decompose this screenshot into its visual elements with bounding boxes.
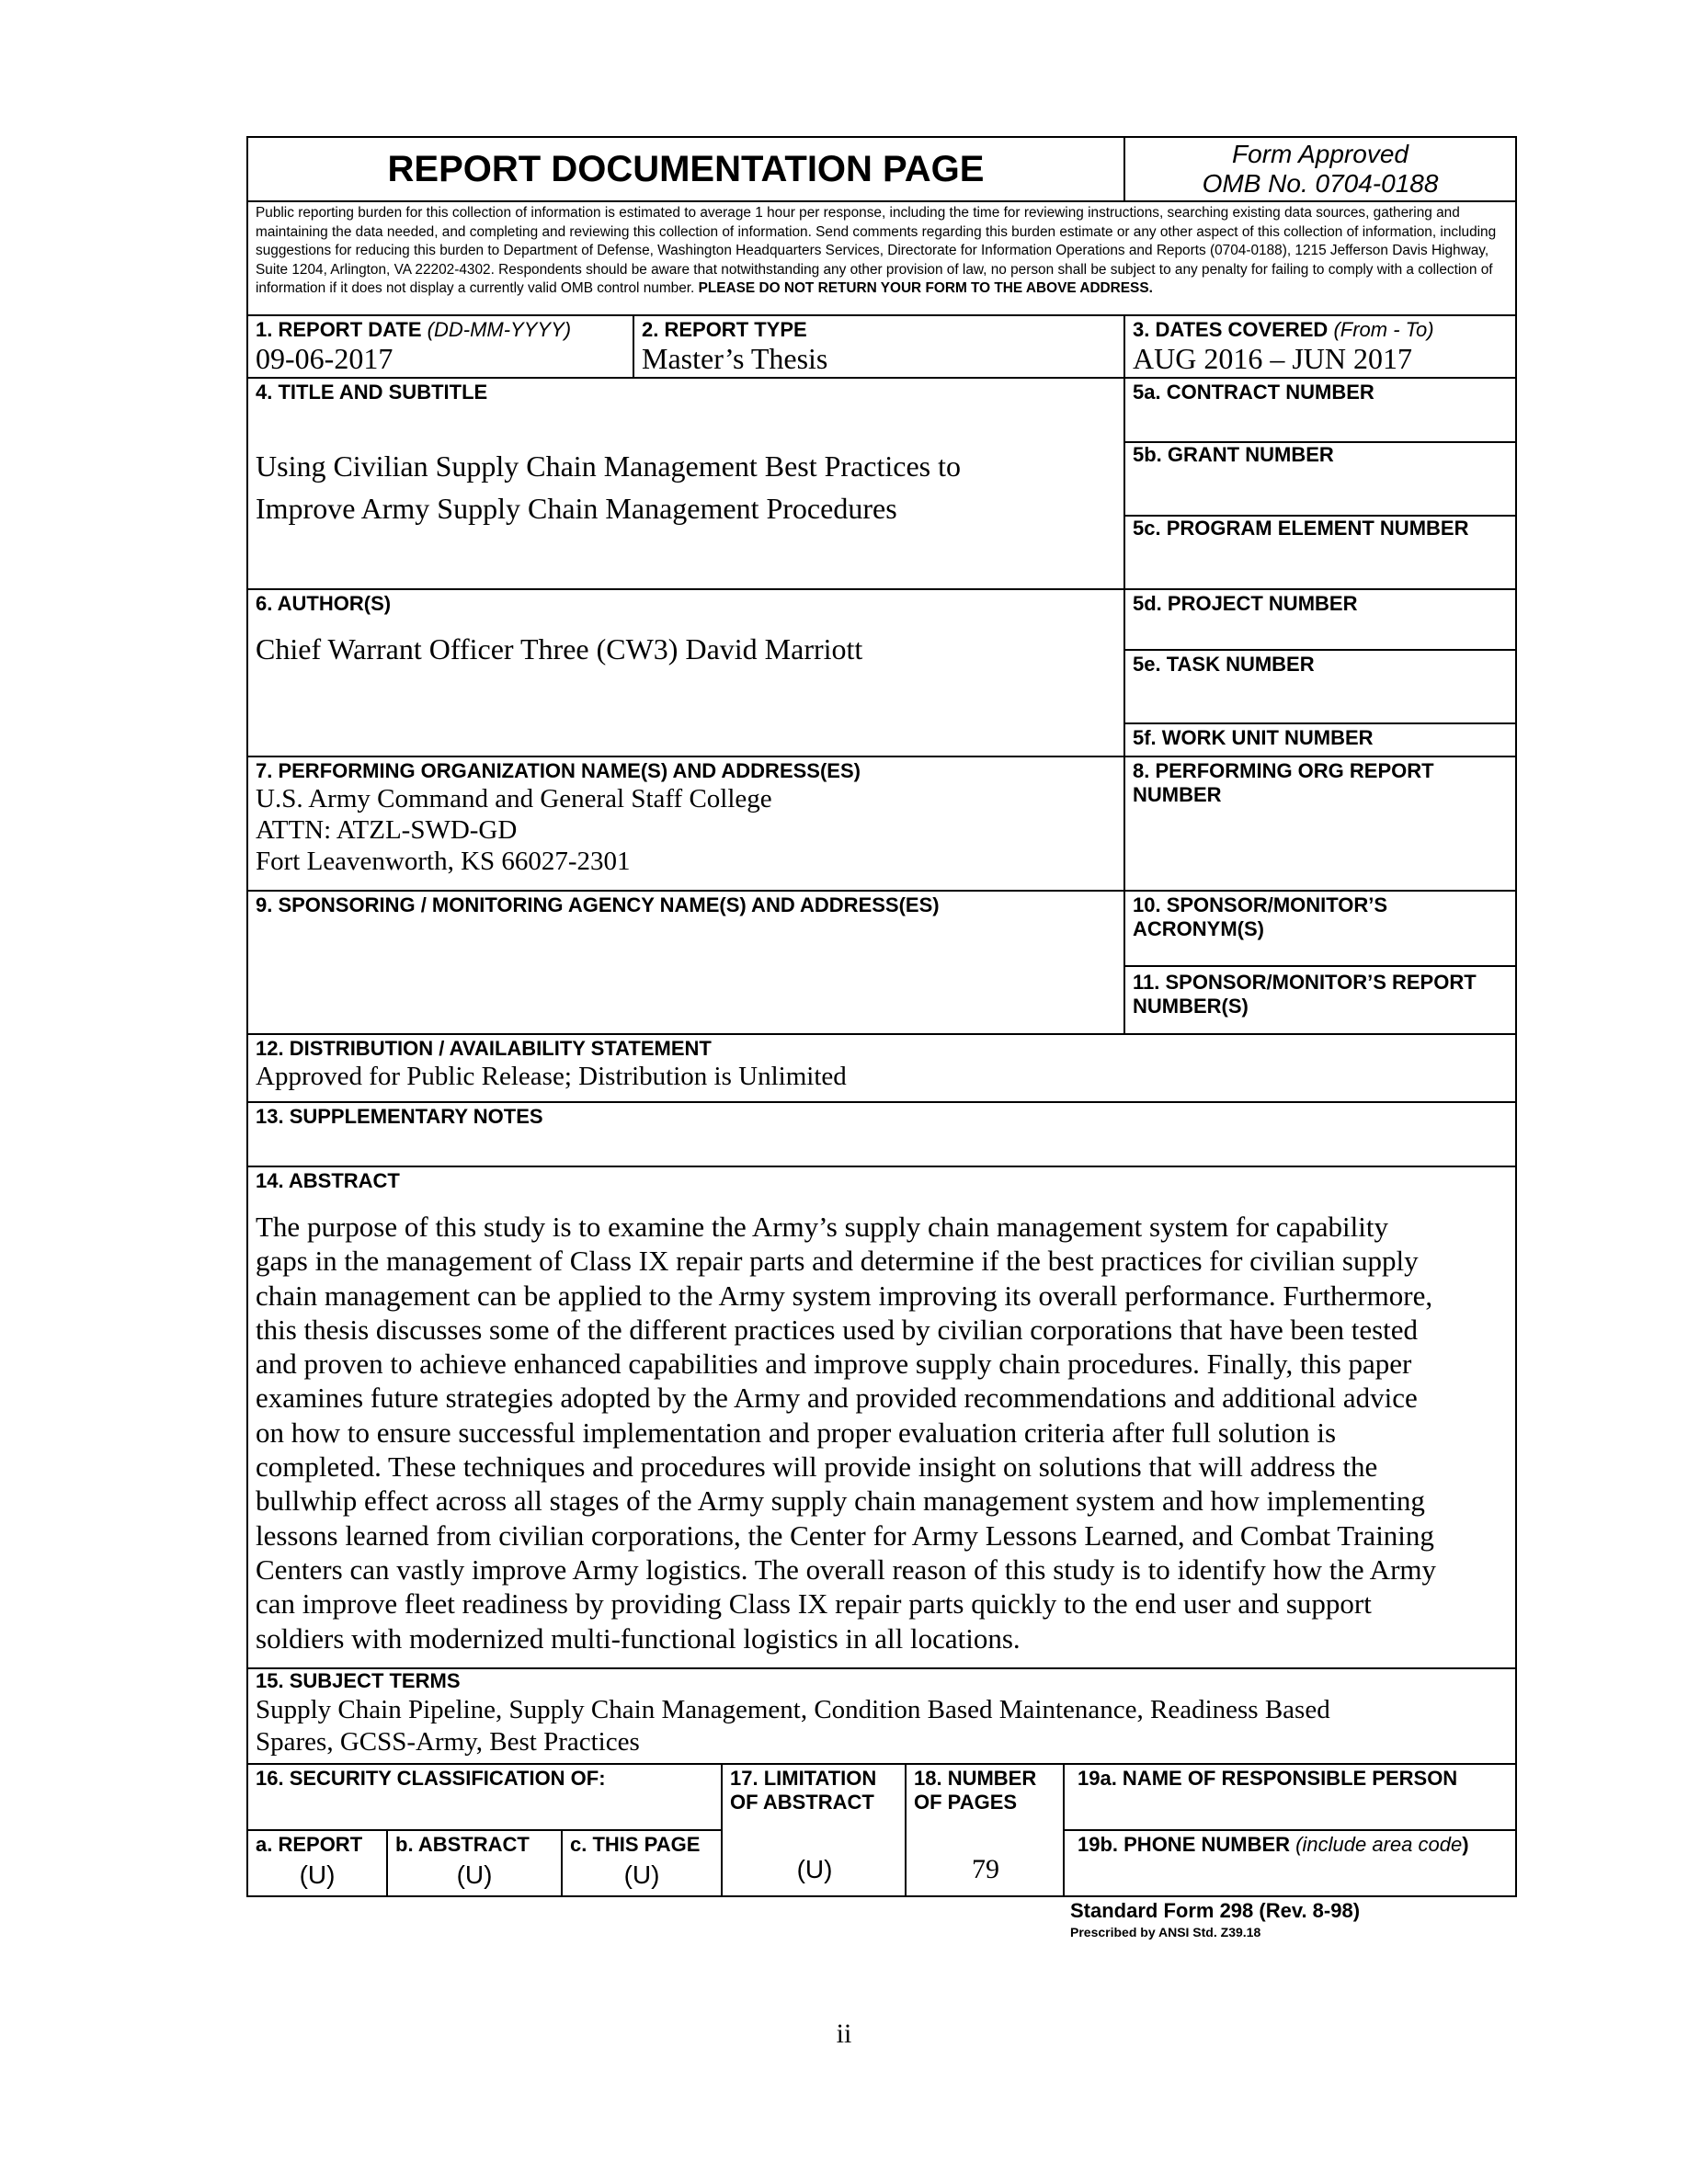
subject-terms-line-1: Supply Chain Pipeline, Supply Chain Management, Condition Based Maintenance, Readiness Based	[256, 1695, 1330, 1724]
report-documentation-form	[246, 136, 1517, 1897]
page-class-value: (U)	[623, 1860, 660, 1889]
sponsor-report-cell	[1125, 967, 1515, 1035]
form-approved-cell	[1125, 138, 1515, 202]
report-class-cell	[248, 1831, 388, 1895]
burden-text: Public reporting burden for this collection of information is estimated to average 1 hour per response, including the time for reviewing instructions, searching existing data sources, gathering and maintaining the data needed, and completing and reviewing this collection of information. Send comments regarding this burden estimate or any other aspect of this collection of information, including suggestions for reducing this burden to Department of Defense, Washington Headquarters Services, Directorate for Information Operations and Reports (0704-0188), 1215 Jefferson Davis Highway, Suite 1204, Arlington, VA 22202-4302. Respondents should be aware that notwithstanding any other provision of law, no person shall be subject to any penalty for failing to comply with a collection of information if it does not display a currently valid OMB control number.	[256, 205, 1497, 296]
form-title-cell	[248, 138, 1125, 202]
report-date-value: 09-06-2017	[256, 342, 393, 375]
abstract-class-label: b. ABSTRACT	[395, 1833, 530, 1856]
dates-covered-value: AUG 2016 – JUN 2017	[1133, 342, 1412, 375]
title-line-2: Improve Army Supply Chain Management Procedures	[256, 492, 897, 525]
program-element-cell	[1125, 517, 1515, 590]
sponsor-report-label-2: NUMBER(S)	[1133, 995, 1249, 1018]
report-date-hint: (DD-MM-YYYY)	[427, 318, 572, 341]
abstract-line: soldiers with modernized multi-functional logistics in all locations.	[256, 1621, 1021, 1655]
responsible-person-cell	[1065, 1765, 1515, 1831]
phone-number-hint: (include area code	[1295, 1833, 1463, 1856]
report-date-cell	[248, 316, 634, 379]
standard-form-label: Standard Form 298 (Rev. 8-98)	[1070, 1899, 1361, 1922]
sponsoring-cell	[248, 892, 1125, 1035]
dates-covered-label: 3. DATES COVERED	[1133, 318, 1329, 341]
dates-covered-hint: (From - To)	[1333, 318, 1434, 341]
dates-covered-cell	[1125, 316, 1515, 379]
authors-label: 6. AUTHOR(S)	[256, 592, 392, 615]
report-type-value: Master’s Thesis	[642, 342, 828, 375]
grant-number-cell	[1125, 443, 1515, 517]
work-unit-cell	[1125, 724, 1515, 757]
distribution-label: 12. DISTRIBUTION / AVAILABILITY STATEMENT	[256, 1037, 712, 1060]
abstract-cell	[248, 1167, 1515, 1669]
security-classification-label: 16. SECURITY CLASSIFICATION OF:	[256, 1767, 606, 1790]
burden-statement-cell	[248, 202, 1515, 316]
contract-number-label: 5a. CONTRACT NUMBER	[1133, 381, 1374, 404]
form-title: REPORT DOCUMENTATION PAGE	[387, 148, 985, 189]
abstract-line: examines future strategies adopted by the Army and provided recommendations and additional advice	[256, 1382, 1418, 1415]
title-cell	[248, 379, 1125, 590]
subject-terms-label: 15. SUBJECT TERMS	[256, 1669, 461, 1692]
security-classification-cell	[248, 1765, 723, 1831]
burden-statement	[256, 204, 1508, 299]
distribution-value: Approved for Public Release; Distribution is Unlimited	[256, 1062, 847, 1091]
title-label: 4. TITLE AND SUBTITLE	[256, 381, 488, 404]
abstract-line: completed. These techniques and procedures will provide insight on solutions that will address the	[256, 1450, 1378, 1484]
program-element-label: 5c. PROGRAM ELEMENT NUMBER	[1133, 517, 1469, 540]
abstract-label: 14. ABSTRACT	[256, 1169, 400, 1192]
abstract-line: on how to ensure successful implementation and proper evaluation criteria after full solution is	[256, 1416, 1337, 1449]
responsible-person-label: 19a. NAME OF RESPONSIBLE PERSON	[1078, 1767, 1458, 1790]
abstract-line: bullwhip effect across all stages of the Army supply chain management system and how implementing	[256, 1484, 1425, 1518]
project-number-cell	[1125, 590, 1515, 651]
task-number-label: 5e. TASK NUMBER	[1133, 653, 1315, 676]
authors-value: Chief Warrant Officer Three (CW3) David Marriott	[256, 632, 863, 665]
abstract-class-cell	[388, 1831, 563, 1895]
task-number-cell	[1125, 651, 1515, 724]
abstract-line: chain management can be applied to the Army system improving its overall performance. Furthermore,	[256, 1279, 1433, 1312]
report-class-value: (U)	[299, 1860, 336, 1889]
phone-number-cell	[1065, 1831, 1515, 1895]
page-number: ii	[836, 2019, 852, 2049]
sponsor-acronym-cell	[1125, 892, 1515, 967]
performing-org-line-2: ATTN: ATZL-SWD-GD	[256, 815, 518, 845]
performing-org-cell	[248, 757, 1125, 892]
abstract-line: Centers can vastly improve Army logistics. The overall reason of this study is to identify how the Army	[256, 1553, 1437, 1586]
performing-org-line-3: Fort Leavenworth, KS 66027-2301	[256, 847, 631, 876]
abstract-line: lessons learned from civilian corporations, the Center for Army Lessons Learned, and Combat Training	[256, 1519, 1434, 1552]
abstract-line: and proven to achieve enhanced capabilities and improve supply chain procedures. Finally, this paper	[256, 1348, 1412, 1381]
performing-report-label-1: 8. PERFORMING ORG REPORT	[1133, 759, 1434, 782]
number-pages-label-2: OF PAGES	[914, 1791, 1018, 1814]
work-unit-label: 5f. WORK UNIT NUMBER	[1133, 726, 1374, 749]
performing-org-line-1: U.S. Army Command and General Staff College	[256, 784, 772, 813]
page-class-cell	[563, 1831, 723, 1895]
sponsor-report-label-1: 11. SPONSOR/MONITOR’S REPORT	[1133, 971, 1477, 994]
abstract-line: this thesis discusses some of the different practices used by civilian corporations that have been tested	[256, 1313, 1419, 1346]
burden-warning: PLEASE DO NOT RETURN YOUR FORM TO THE ABOVE ADDRESS.	[698, 280, 1153, 296]
sponsor-acronym-label-1: 10. SPONSOR/MONITOR’S	[1133, 893, 1388, 916]
number-pages-cell	[907, 1765, 1065, 1895]
performing-report-cell	[1125, 757, 1515, 892]
title-line-1: Using Civilian Supply Chain Management Best Practices to	[256, 449, 962, 483]
contract-number-cell	[1125, 379, 1515, 443]
limitation-value: (U)	[796, 1855, 833, 1883]
form-approved-label: Form Approved	[1232, 140, 1409, 168]
performing-org-label: 7. PERFORMING ORGANIZATION NAME(S) AND ADDRESS(ES)	[256, 759, 861, 782]
limitation-cell	[723, 1765, 907, 1895]
abstract-text	[256, 1210, 1508, 1655]
report-type-label: 2. REPORT TYPE	[642, 318, 807, 341]
subject-terms-line-2: Spares, GCSS-Army, Best Practices	[256, 1727, 640, 1757]
grant-number-label: 5b. GRANT NUMBER	[1133, 443, 1334, 466]
number-pages-value: 79	[972, 1854, 999, 1884]
report-type-cell	[634, 316, 1125, 379]
omb-number: OMB No. 0704-0188	[1202, 169, 1439, 198]
sponsoring-label: 9. SPONSORING / MONITORING AGENCY NAME(S) AND ADDRESS(ES)	[256, 893, 940, 916]
supplementary-label: 13. SUPPLEMENTARY NOTES	[256, 1105, 543, 1128]
limitation-label-1: 17. LIMITATION	[730, 1767, 877, 1790]
project-number-label: 5d. PROJECT NUMBER	[1133, 592, 1358, 615]
sponsor-acronym-label-2: ACRONYM(S)	[1133, 917, 1264, 940]
page-class-label: c. THIS PAGE	[570, 1833, 701, 1856]
phone-number-label: 19b. PHONE NUMBER	[1078, 1833, 1291, 1856]
abstract-class-value: (U)	[456, 1860, 493, 1889]
abstract-line: can improve fleet readiness by providing Class IX repair parts quickly to the end user and support	[256, 1587, 1372, 1621]
prescribed-label: Prescribed by ANSI Std. Z39.18	[1070, 1925, 1261, 1939]
report-date-label: 1. REPORT DATE	[256, 318, 422, 341]
supplementary-cell	[248, 1103, 1515, 1167]
subject-terms-cell	[248, 1669, 1515, 1765]
limitation-label-2: OF ABSTRACT	[730, 1791, 874, 1814]
number-pages-label-1: 18. NUMBER	[914, 1767, 1037, 1790]
abstract-line: gaps in the management of Class IX repair parts and determine if the best practices for civilian supply	[256, 1245, 1419, 1278]
distribution-cell	[248, 1035, 1515, 1103]
phone-number-close: )	[1462, 1833, 1469, 1856]
abstract-line: The purpose of this study is to examine the Army’s supply chain management system for capability	[256, 1211, 1389, 1243]
performing-report-label-2: NUMBER	[1133, 783, 1222, 806]
report-class-label: a. REPORT	[256, 1833, 363, 1856]
authors-cell	[248, 590, 1125, 757]
